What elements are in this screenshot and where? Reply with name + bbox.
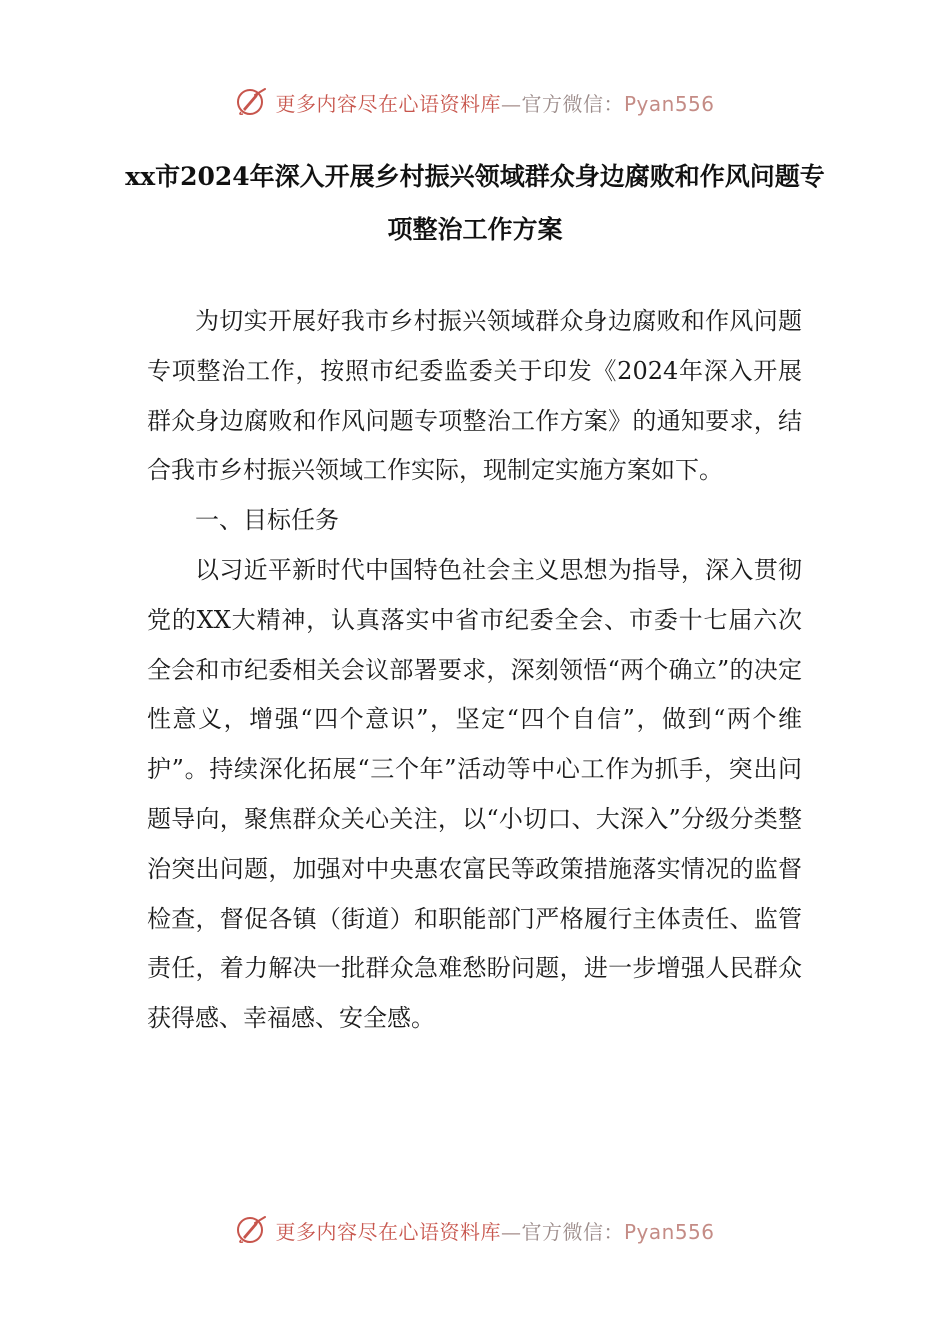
pen-nib-logo-icon — [235, 85, 269, 119]
section-heading: 一、目标任务 — [195, 506, 339, 535]
header-watermark — [0, 82, 950, 122]
watermark-separator: — — [500, 91, 522, 116]
watermark-main-text: 更多内容尽在心语资料库 — [275, 91, 501, 116]
watermark-separator: — — [500, 1219, 522, 1244]
pen-nib-logo-icon — [235, 1213, 269, 1247]
footer-watermark — [0, 1210, 950, 1250]
watermark-wechat-id: Pyan556 — [623, 91, 715, 116]
watermark-text — [275, 1216, 714, 1245]
document-title: xx市2024年深入开展乡村振兴领域群众身边腐败和作风问题专项整治工作方案 — [125, 162, 825, 244]
intro-paragraph: 为切实开展好我市乡村振兴领域群众身边腐败和作风问题专项整治工作，按照市纪委监委关于印发《2024年深入开展群众身边腐败和作风问题专项整治工作方案》的通知要求，结合我市乡村振兴领域工作实际，现制定实施方案如下。 — [147, 307, 802, 485]
body-paragraph: 以习近平新时代中国特色社会主义思想为指导，深入贯彻党的XX大精神，认真落实中省市纪委全会、市委十七届六次全会和市纪委相关会议部署要求，深刻领悟“两个确立”的决定性意义，增强“四个意识”，坚定“四个自信”，做到“两个维护”。持续深化拓展“三个年”活动等中心工作为抓手，突出问题导向，聚焦群众关心关注，以“小切口、大深入”分级分类整治突出问题，加强对中央惠农富民等政策措施落实情况的监督检查，督促各镇（街道）和职能部门严格履行主体责任、监管责任，着力解决一批群众急难愁盼问题，进一步增强人民群众获得感、幸福感、安全感。 — [147, 555, 802, 1033]
watermark-wechat-id: Pyan556 — [623, 1219, 715, 1244]
document-body — [147, 297, 802, 1044]
watermark-main-text: 更多内容尽在心语资料库 — [275, 1219, 501, 1244]
watermark-text — [275, 88, 714, 117]
watermark-label: 官方微信： — [521, 91, 624, 116]
watermark-label: 官方微信： — [521, 1219, 624, 1244]
